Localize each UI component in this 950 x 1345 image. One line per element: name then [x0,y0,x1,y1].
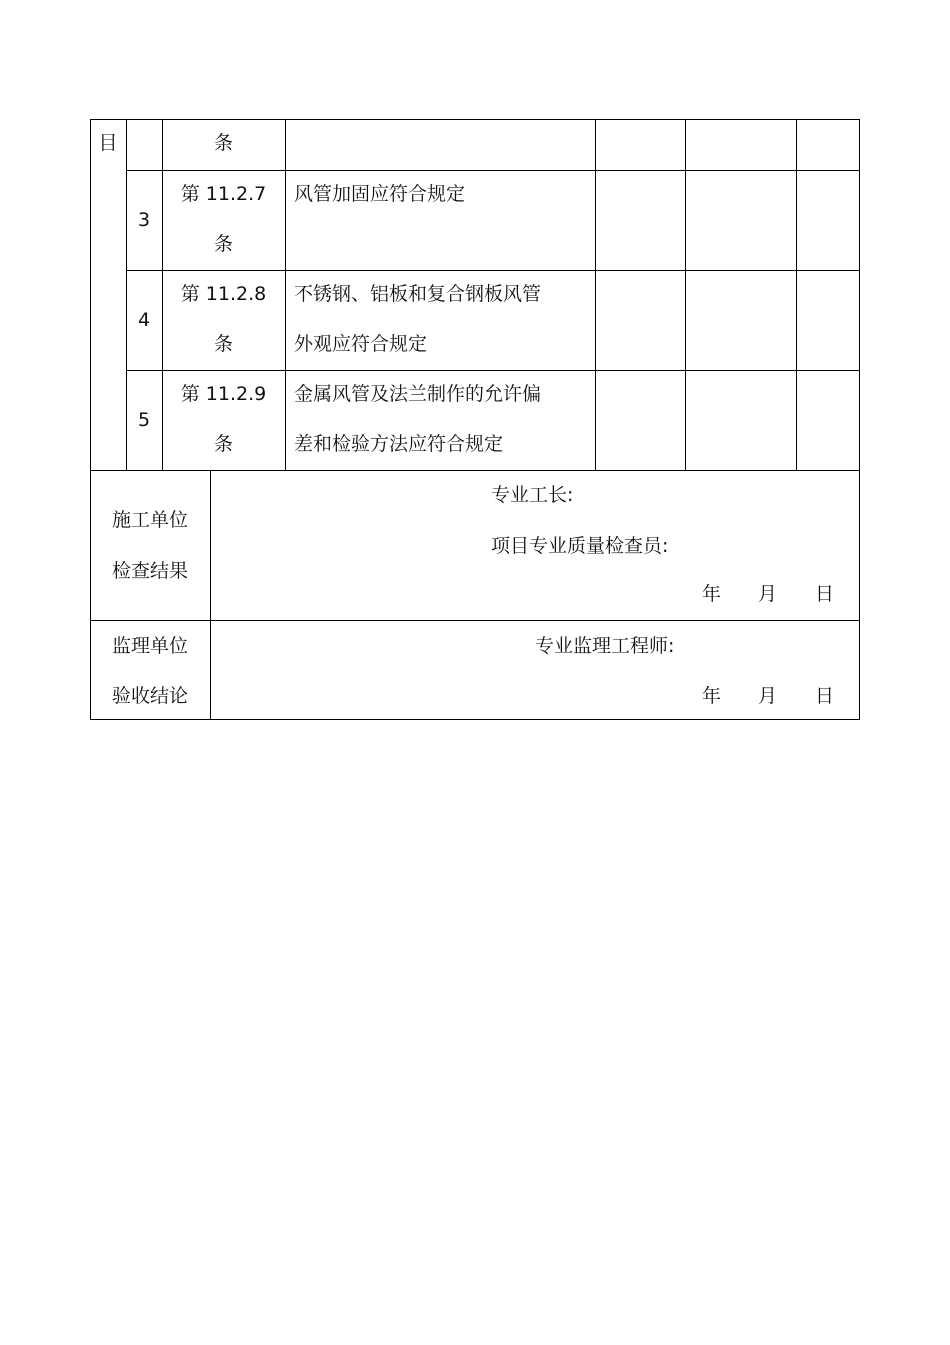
supervision-label: 验收结论 [111,685,188,707]
clause-cell: 条 [213,132,233,154]
table-right-border [859,119,860,720]
clause-cell: 第 11.2.8 [180,283,267,305]
section-divider [90,470,860,471]
row-divider [126,370,860,371]
date-year-label: 年 [702,583,722,605]
date-year-label: 年 [702,685,722,707]
clause-cell: 第 11.2.9 [180,383,267,405]
date-month-label: 月 [758,583,778,605]
content-cell: 不锈钢、铝板和复合钢板风管 [294,283,542,305]
inspector-signature-label: 项目专业质量检查员: [491,535,669,557]
clause-cell: 第 11.2.7 [180,183,267,205]
date-month-label: 月 [758,685,778,707]
table-left-border [90,119,91,720]
item-number: 5 [137,409,151,431]
column-divider [285,119,286,470]
content-cell: 差和检验方法应符合规定 [294,433,504,455]
table-top-border [90,119,860,120]
label-column-divider [210,470,211,720]
content-cell: 风管加固应符合规定 [294,183,466,205]
engineer-signature-label: 专业监理工程师: [535,635,675,657]
section-divider [90,620,860,621]
clause-cell: 条 [213,233,233,255]
date-day-label: 日 [815,685,835,707]
item-number: 3 [137,209,151,231]
column-divider [595,119,596,470]
content-cell: 外观应符合规定 [294,333,428,355]
column-divider [796,119,797,470]
row-divider [126,270,860,271]
content-cell: 金属风管及法兰制作的允许偏 [294,383,542,405]
construction-label: 施工单位 [111,509,188,531]
clause-cell: 条 [213,433,233,455]
item-number: 4 [137,309,151,331]
supervision-label: 监理单位 [111,635,188,657]
table-bottom-border [90,719,860,720]
date-day-label: 日 [815,583,835,605]
column-divider [685,119,686,470]
category-label: 目 [98,132,118,154]
construction-label: 检查结果 [111,560,188,582]
foreman-signature-label: 专业工长: [491,484,574,506]
clause-cell: 条 [213,333,233,355]
row-divider [126,170,860,171]
